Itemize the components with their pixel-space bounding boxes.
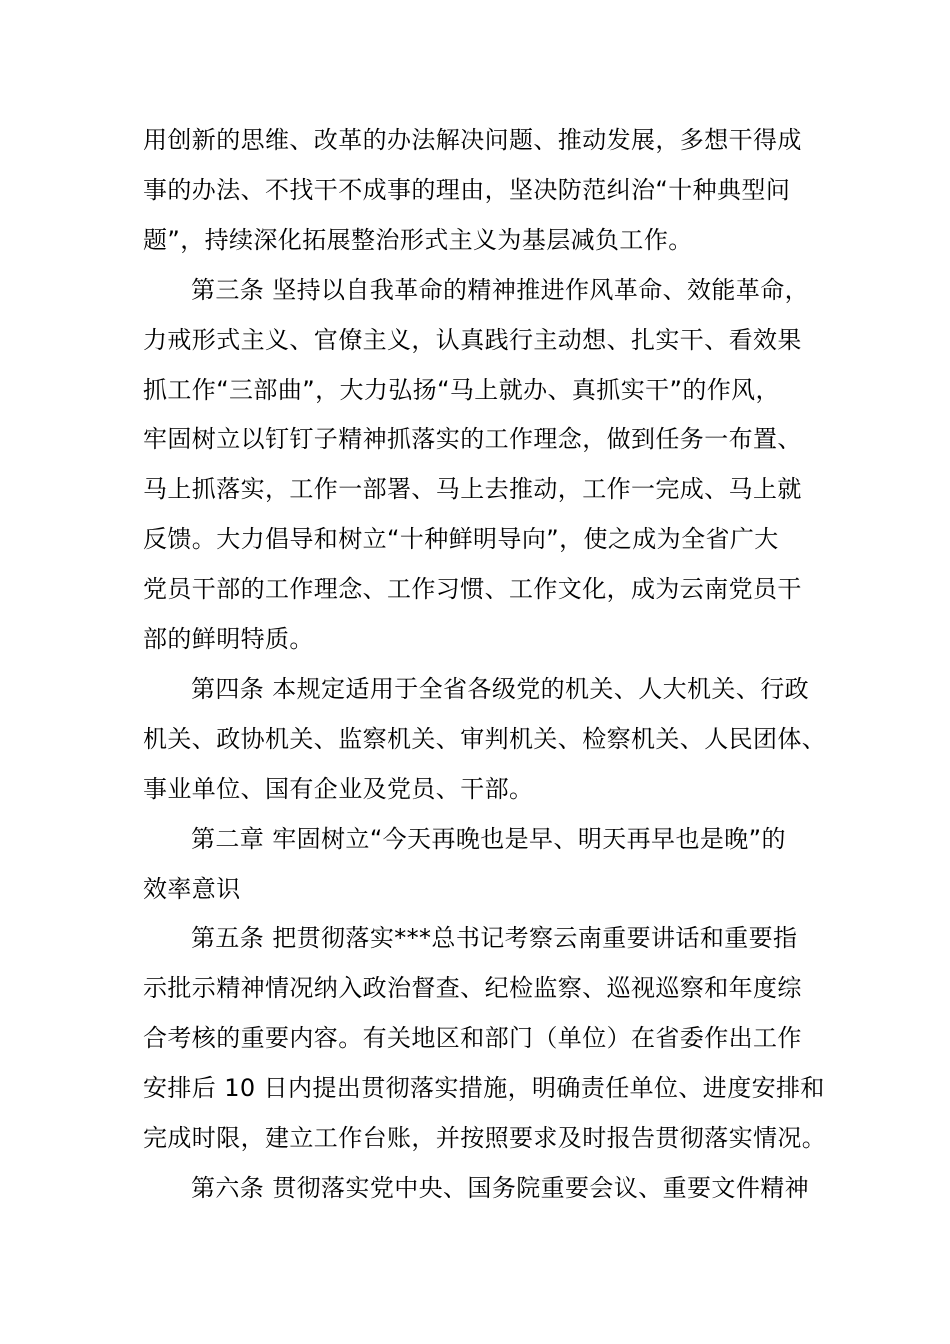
text-line: 安排后 10 日内提出贯彻落实措施，明确责任单位、进度安排和 <box>143 1074 825 1103</box>
text-line: 党员干部的工作理念、工作习惯、工作文化，成为云南党员干 <box>143 575 802 604</box>
text-line: 反馈。大力倡导和树立“十种鲜明导向”，使之成为全省广大 <box>143 525 779 554</box>
text-line: 用创新的思维、改革的办法解决问题、推动发展，多想干得成 <box>143 126 802 154</box>
text-line: 部的鲜明特质。 <box>143 625 314 653</box>
text-line: 第四条 本规定适用于全省各级党的机关、人大机关、行政 <box>191 674 810 703</box>
text-line: 马上抓落实，工作一部署、马上去推动，工作一完成、马上就 <box>143 475 802 504</box>
text-line: 力戒形式主义、官僚主义，认真践行主动想、扎实干、看效果 <box>143 325 802 354</box>
text-line: 第三条 坚持以自我革命的精神推进作风革命、效能革命， <box>191 275 810 304</box>
text-line: 效率意识 <box>143 874 241 903</box>
text-line: 第二章 牢固树立“今天再晚也是早、明天再早也是晚”的 <box>191 824 786 853</box>
text-line: 事业单位、国有企业及党员、干部。 <box>143 774 534 803</box>
text-line: 事的办法、不找干不成事的理由，坚决防范纠治“十种典型问 <box>143 175 791 204</box>
text-line: 合考核的重要内容。有关地区和部门（单位）在省委作出工作 <box>143 1024 802 1053</box>
text-line: 题”，持续深化拓展整治形式主义为基层减负工作。 <box>143 225 693 254</box>
text-line: 完成时限，建立工作台账，并按照要求及时报告贯彻落实情况。 <box>143 1124 827 1152</box>
text-line: 示批示精神情况纳入政治督查、纪检监察、巡视巡察和年度综 <box>143 974 802 1003</box>
text-line: 抓工作“三部曲”，大力弘扬“马上就办、真抓实干”的作风， <box>143 375 780 404</box>
text-line: 第五条 把贯彻落实***总书记考察云南重要讲话和重要指 <box>191 924 798 953</box>
text-line: 机关、政协机关、监察机关、审判机关、检察机关、人民团体、 <box>143 724 827 753</box>
text-line: 牢固树立以钉钉子精神抓落实的工作理念，做到任务一布置、 <box>143 425 802 454</box>
text-line: 第六条 贯彻落实党中央、国务院重要会议、重要文件精神 <box>191 1173 810 1202</box>
